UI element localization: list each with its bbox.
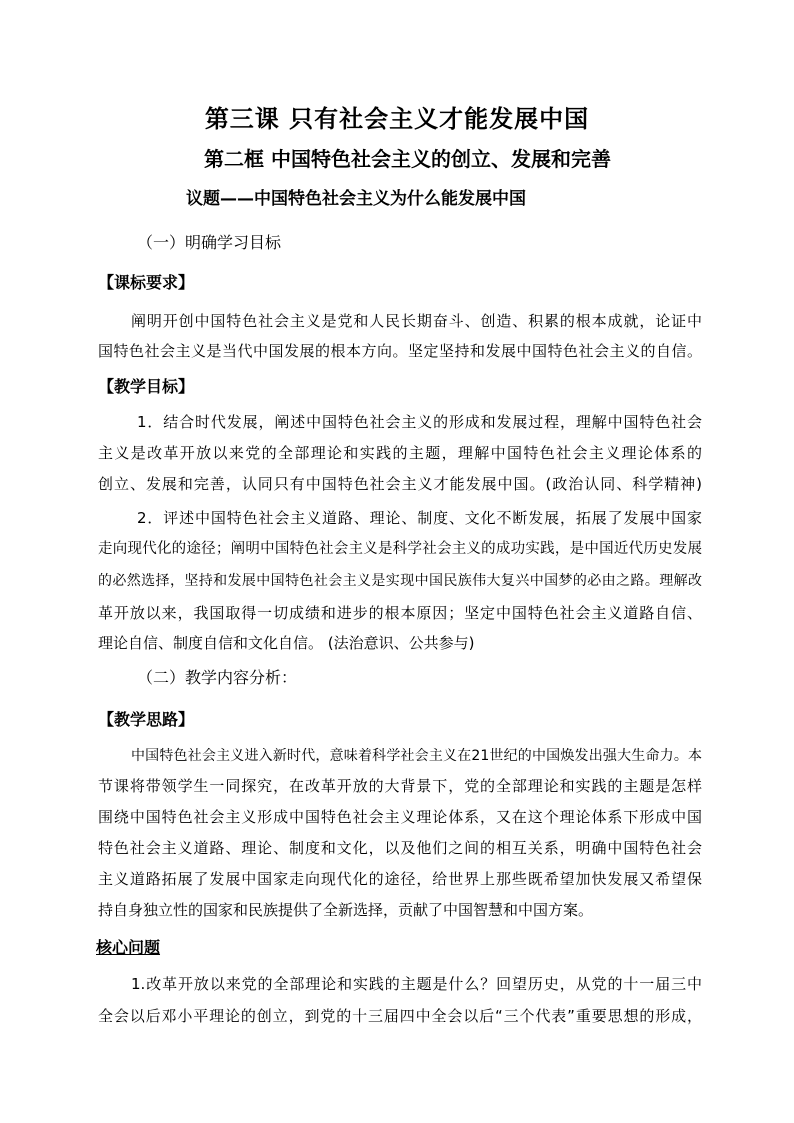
goal-line: 走向现代化的途径；阐明中国特色社会主义是科学社会主义的成功实践，是中国近代历史发展: [98, 541, 702, 557]
heading-teaching-approach: 【教学思路】: [98, 710, 195, 729]
curriculum-line: 阐明开创中国特色社会主义是党和人民长期奋斗、创造、积累的根本成就，论证中: [131, 312, 702, 330]
goal-line: 1．结合时代发展，阐述中国特色社会主义的形成和发展过程，理解中国特色社会: [137, 413, 702, 431]
approach-line: 节课将带领学生一同探究，在改革开放的大背景下，党的全部理论和实践的主题是怎样: [98, 777, 702, 795]
lesson-subtitle: 第二框 中国特色社会主义的创立、发展和完善: [204, 147, 611, 171]
approach-line: 特色社会主义道路、理论、制度和文化，以及他们之间的相互关系，明确中国特色社会: [98, 839, 702, 857]
heading-teaching-goals: 【教学目标】: [98, 377, 195, 396]
heading-core-questions: 核心问题: [96, 938, 161, 957]
approach-line: 中国特色社会主义进入新时代，意味着科学社会主义在21世纪的中国焕发出强大生命力。本: [131, 748, 702, 764]
core-question-line: 全会以后邓小平理论的创立，到党的十三届四中全会以后“三个代表”重要思想的形成，: [98, 1007, 702, 1025]
goal-line: 的必然选择，坚持和发展中国特色社会主义是实现中国民族伟大复兴中国梦的必由之路。理解改: [98, 573, 702, 589]
section-learning-goals: （一）明确学习目标: [137, 233, 282, 252]
goal-line: 主义是改革开放以来党的全部理论和实践的主题，理解中国特色社会主义理论体系的: [98, 444, 702, 462]
curriculum-line: 国特色社会主义是当代中国发展的根本方向。坚定坚持和发展中国特色社会主义的自信。: [98, 342, 702, 360]
goal-line: 革开放以来，我国取得一切成绩和进步的根本原因；坚定中国特色社会主义道路自信、: [98, 604, 702, 622]
approach-line: 持自身独立性的国家和民族提供了全新选择，贡献了中国智慧和中国方案。: [98, 901, 594, 919]
section-content-analysis: （二）教学内容分析：: [137, 668, 298, 687]
goal-line: 2．评述中国特色社会主义道路、理论、制度、文化不断发展，拓展了发展中国家: [137, 509, 702, 527]
lesson-topic: 议题——中国特色社会主义为什么能发展中国: [186, 189, 526, 209]
goal-line: 理论自信、制度自信和文化自信。 (法治意识、公共参与): [98, 634, 475, 652]
lesson-title: 第三课 只有社会主义才能发展中国: [204, 105, 590, 133]
goal-line: 创立、发展和完善，认同只有中国特色社会主义才能发展中国。(政治认同、科学精神): [98, 475, 702, 493]
core-question-line: 1.改革开放以来党的全部理论和实践的主题是什么？回望历史，从党的十一届三中: [131, 975, 702, 993]
approach-line: 主义道路拓展了发展中国家走向现代化的途径，给世界上那些既希望加快发展又希望保: [98, 870, 702, 888]
heading-curriculum-requirements: 【课标要求】: [98, 273, 195, 292]
approach-line: 围绕中国特色社会主义形成中国特色社会主义理论体系，又在这个理论体系下形成中国: [98, 808, 702, 826]
